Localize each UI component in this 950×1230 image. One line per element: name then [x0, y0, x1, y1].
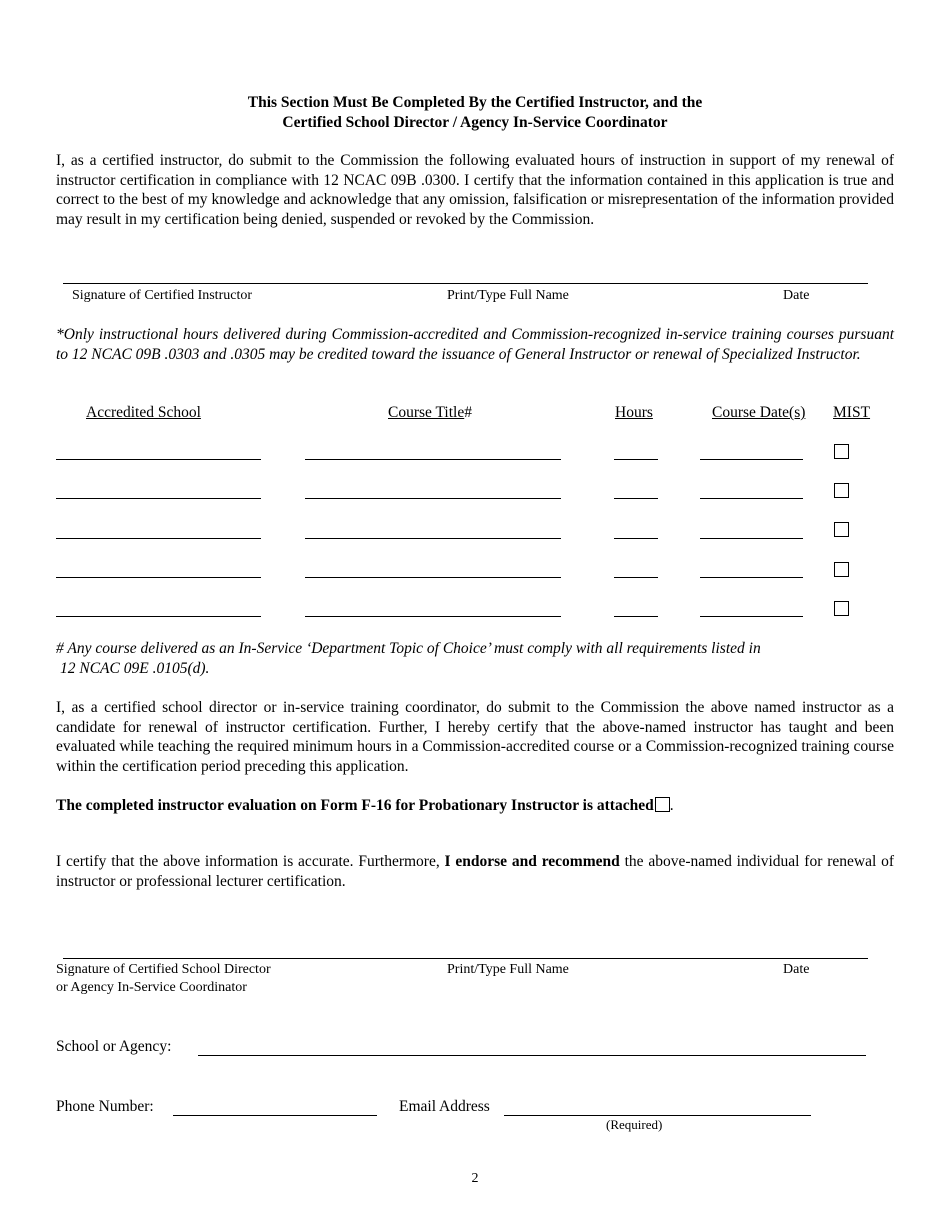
mist-header: MIST: [833, 404, 871, 421]
instructor-statement: I, as a certified instructor, do submit to the Commission the following evaluated hours of instruction in support of my renewal of instructor certification in compliance with 12 NCAC 09B .0300. I certify that the information contained in this application is true and correct to the best of my knowledge and acknowledge that any omission, falsification or misrepresentation of the information provided may result in my certification being denied, suspended or revoked by the Commission.: [56, 152, 894, 229]
endorsement-text-2: the above-named individual for renewal of instructor or professional lecturer certification.: [56, 853, 894, 890]
mist-checkbox[interactable]: [834, 483, 849, 498]
page-number: 2: [471, 1171, 479, 1186]
instructor-signature-line[interactable]: [63, 283, 868, 284]
hours-header: Hours: [615, 404, 653, 421]
course-title-footnote-mark: #: [464, 404, 472, 421]
course-title-header-text: Course Title: [388, 404, 465, 421]
school-field[interactable]: [56, 616, 261, 617]
director-signature-label-1: Signature of Certified School Director: [56, 962, 271, 977]
section-title-line-2: Certified School Director / Agency In-Service Coordinator: [282, 114, 668, 131]
course-title-field[interactable]: [305, 538, 561, 539]
phone-field[interactable]: [173, 1115, 377, 1116]
mist-checkbox[interactable]: [834, 444, 849, 459]
director-name-label: Print/Type Full Name: [447, 962, 569, 977]
school-field[interactable]: [56, 577, 261, 578]
course-date-field[interactable]: [700, 538, 803, 539]
course-title-field[interactable]: [305, 459, 561, 460]
course-date-field[interactable]: [700, 498, 803, 499]
hours-field[interactable]: [614, 498, 658, 499]
email-field[interactable]: [504, 1115, 811, 1116]
instructor-name-label: Print/Type Full Name: [447, 288, 569, 303]
hours-field[interactable]: [614, 616, 658, 617]
mist-checkbox[interactable]: [834, 562, 849, 577]
course-dates-header: Course Date(s): [712, 404, 806, 421]
evaluation-statement-text: The completed instructor evaluation on Form F-16 for Probationary Instructor is attached: [56, 797, 654, 814]
section-title-line-1: This Section Must Be Completed By the Certified Instructor, and the: [247, 94, 703, 111]
course-title-header: [388, 404, 472, 422]
director-signature-label-2: or Agency In-Service Coordinator: [56, 980, 247, 995]
hours-field[interactable]: [614, 459, 658, 460]
course-date-field[interactable]: [700, 616, 803, 617]
evaluation-attached-checkbox[interactable]: [655, 797, 670, 812]
footnote-line-2: 12 NCAC 09E .0105(d).: [60, 660, 210, 677]
school-field[interactable]: [56, 459, 261, 460]
course-title-field[interactable]: [305, 616, 561, 617]
hours-field[interactable]: [614, 538, 658, 539]
course-title-field[interactable]: [305, 498, 561, 499]
director-date-label: Date: [783, 962, 810, 977]
endorsement-statement: [56, 852, 894, 891]
endorsement-text-1: I certify that the above information is accurate. Furthermore,: [56, 853, 445, 870]
instructor-signature-label: Signature of Certified Instructor: [72, 288, 253, 303]
evaluation-statement: [56, 796, 674, 816]
director-statement: I, as a certified school director or in-service training coordinator, do submit to the Commission the above named instructor as a candidate for renewal of instructor certification. Further, I hereby certify that the above-named instructor has taught and been evaluated while teaching the required minimum hours in a Commission-accredited course or a Commission-recognized training course within the certification period preceding this application.: [56, 699, 894, 776]
mist-checkbox[interactable]: [834, 601, 849, 616]
accredited-school-header: Accredited School: [86, 404, 201, 421]
footnote-line-1: # Any course delivered as an In-Service ‘Department Topic of Choice’ must comply with all requirements listed in: [56, 640, 761, 657]
email-required-note: (Required): [606, 1117, 663, 1132]
email-label: Email Address: [399, 1098, 490, 1115]
course-title-field[interactable]: [305, 577, 561, 578]
school-field[interactable]: [56, 498, 261, 499]
instructor-date-label: Date: [783, 288, 810, 303]
mist-checkbox[interactable]: [834, 522, 849, 537]
phone-label: Phone Number:: [56, 1098, 154, 1115]
endorsement-bold-text: I endorse and recommend: [444, 853, 620, 870]
course-date-field[interactable]: [700, 577, 803, 578]
school-agency-label: School or Agency:: [56, 1038, 172, 1055]
evaluation-statement-end: .: [669, 797, 674, 814]
course-date-field[interactable]: [700, 459, 803, 460]
school-agency-field[interactable]: [198, 1055, 866, 1056]
director-signature-line[interactable]: [63, 958, 868, 959]
credit-note: *Only instructional hours delivered during Commission-accredited and Commission-recognized in-service training courses pursuant to 12 NCAC 09B .0303 and .0305 may be credited toward the issuance of General Instructor or renewal of Specialized Instructor.: [56, 326, 894, 363]
school-field[interactable]: [56, 538, 261, 539]
hours-field[interactable]: [614, 577, 658, 578]
